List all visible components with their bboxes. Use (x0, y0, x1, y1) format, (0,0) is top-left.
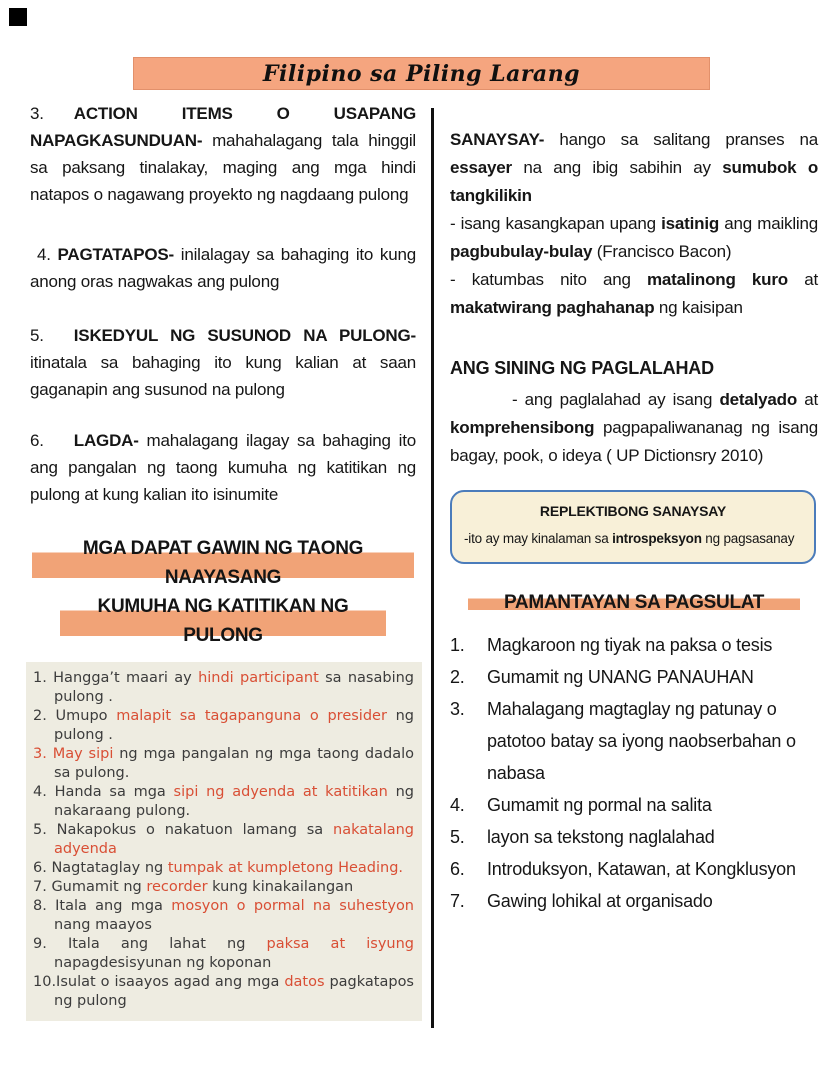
replektibong-sanaysay-box (450, 490, 816, 564)
text-run: itinatala sa bahaging ito kung kalian at saan gaganapin ang susunod na pulong (30, 353, 416, 399)
text-run: 7. Gumamit ng (33, 879, 147, 895)
text-run: 6. Nagtataglay ng (33, 860, 168, 876)
list-item (33, 878, 414, 897)
text-run: 2. Umupo (33, 708, 117, 724)
text-run: 4. Handa sa mga (33, 784, 174, 800)
text-run: ACTION ITEMS O USAPANG NAPAGKASUNDUAN- (30, 104, 416, 150)
text-run: (Francisco Bacon) (592, 242, 732, 261)
text-run: sa nasabing pulong . (54, 670, 414, 705)
text-run: 9. Itala ang lahat ng (33, 936, 267, 952)
list-item-text: Gawing lohikal at organisado (487, 891, 713, 911)
list-item-text: Gumamit ng UNANG PANAUHAN (487, 667, 754, 687)
text-run: 5. (30, 326, 44, 345)
paragraph-lagda (30, 427, 416, 508)
text-run: pagkatapos ng pulong (54, 974, 414, 1009)
text-run: kung kinakailangan (207, 879, 354, 895)
text-run: hindi participant (198, 670, 319, 686)
list-item-number: 3. (450, 699, 465, 719)
list-item (33, 783, 414, 821)
list-item (450, 853, 818, 885)
text-run: pagpapaliwananag ng isang bagay, pook, o ideya ( UP Dictionsry 2010) (450, 418, 818, 465)
list-item (33, 897, 414, 935)
list-item-text: Mahalagang magtaglay ng patunay o patotoo batay sa iyong naobserbahan o nabasa (487, 699, 796, 783)
text-run: na ang ibig sabihin ay (511, 158, 723, 177)
text-run: ng kaisipan (654, 298, 743, 317)
heading-line-2: KUMUHA NG KATITIKAN NG PULONG (60, 592, 386, 650)
text-run: at (787, 270, 818, 289)
text-run: sipi ng adyenda at katitikan (173, 784, 388, 800)
text-run: matalinong kuro (646, 270, 788, 289)
text-run: makatwirang paghahanap (450, 298, 655, 317)
text-run: essayer (450, 158, 512, 177)
text-run: recorder (146, 879, 208, 895)
text-run: SANAYSAY- (450, 130, 545, 149)
text-run: 6. (30, 431, 44, 450)
column-divider (431, 108, 434, 1028)
text-run: datos (284, 974, 325, 990)
list-item (450, 629, 818, 661)
text-run: hango sa salitang pranses na (544, 130, 818, 149)
list-item-number: 6. (450, 859, 465, 879)
left-column (30, 100, 416, 1021)
text-run: ang maikling (719, 214, 818, 233)
sanaysay-definition (450, 126, 818, 322)
list-item (33, 707, 414, 745)
text-run: 10.Isulat o isaayos agad ang mga (33, 974, 285, 990)
list-item-number: 7. (450, 891, 465, 911)
text-run: tumpak at kumpletong Heading. (167, 860, 404, 876)
list-item-text: Magkaroon ng tiyak na paksa o tesis (487, 635, 773, 655)
paragraph-sanaysay (450, 126, 818, 210)
paragraph-pagtatapos (30, 241, 416, 295)
text-run: detalyado (719, 390, 798, 409)
text-run: 4. (37, 245, 58, 264)
text-run: -ito ay may kinalaman sa (464, 531, 613, 546)
list-item (33, 859, 414, 878)
text-run: paksa at isyung (266, 936, 414, 952)
box-title: REPLEKTIBONG SANAYSAY (539, 503, 727, 519)
box-body (464, 531, 802, 546)
list-item (450, 789, 818, 821)
text-run: komprehensibong (450, 418, 595, 437)
text-run: ng pagsasanay (701, 531, 795, 546)
text-run: 5. Nakapokus o nakatuon lamang sa (33, 822, 334, 838)
text-run: ng mga pangalan ng mga taong dadalo sa pulong. (54, 746, 414, 781)
paragraph-isatinig (450, 210, 818, 266)
list-item (33, 745, 414, 783)
text-run: pagbubulay-bulay (450, 242, 593, 261)
text-run: ISKEDYUL NG SUSUNOD NA PULONG- (73, 326, 416, 345)
section-heading-pamantayan: PAMANTAYAN SA PAGSULAT (468, 590, 800, 616)
list-item-number: 2. (450, 667, 465, 687)
text-run: - isang kasangkapan upang (450, 214, 662, 233)
section-heading-paglalahad: ANG SINING NG PAGLALAHAD (450, 358, 714, 378)
guidelines-list (26, 662, 422, 1021)
list-item-number: 1. (450, 635, 465, 655)
list-item (33, 821, 414, 859)
list-item (450, 693, 818, 789)
page-title: Filipino sa Piling Larang (262, 60, 581, 87)
text-run: nang maayos (54, 917, 152, 933)
text-run: PAGTATAPOS- (57, 245, 175, 264)
text-run: mosyon o pormal na suhestyon (171, 898, 415, 914)
text-run: 1. Hangga’t maari ay (33, 670, 199, 686)
text-run: nakatalang adyenda (54, 822, 414, 857)
text-run: 3. May sipi (33, 746, 114, 762)
list-item (33, 935, 414, 973)
paragraph-iskedyul (30, 322, 416, 403)
paragraph-action-items (30, 100, 416, 208)
text-run: mahahalagang tala hinggil sa paksang tinalakay, maging ang mga hindi natapos o nagawang proyekto ng nagdaang pulong (30, 131, 416, 204)
text-run: napagdesisyunan ng koponan (54, 955, 272, 971)
title-banner (133, 57, 710, 90)
text-run: 3. (30, 104, 44, 123)
text-run: sumubok o tangkilikin (450, 158, 819, 205)
text-run: ng pulong . (54, 708, 414, 743)
list-item (450, 661, 818, 693)
right-column (450, 126, 818, 917)
text-run: inilalagay sa bahaging ito kung anong oras nagwakas ang pulong (30, 245, 416, 291)
list-item (33, 669, 414, 707)
list-item-number: 4. (450, 795, 465, 815)
text-run: ng nakaraang pulong. (54, 784, 414, 819)
corner-mark (9, 8, 27, 26)
list-item-text: Gumamit ng pormal na salita (487, 795, 712, 815)
text-run: isatinig (661, 214, 720, 233)
text-run: LAGDA- (73, 431, 139, 450)
pamantayan-list (450, 629, 818, 917)
paragraph-katumbas (450, 266, 818, 322)
section-heading-katitikan (30, 534, 416, 650)
text-run: - katumbas nito ang (450, 270, 647, 289)
text-run: introspeksyon (612, 531, 702, 546)
heading-line-1: MGA DAPAT GAWIN NG TAONG NAAYASANG (32, 534, 414, 592)
text-run: 8. Itala ang mga (33, 898, 172, 914)
list-item-number: 5. (450, 827, 465, 847)
text-run: mahalagang ilagay sa bahaging ito ang pangalan ng taong kumuha ng katitikan ng pulong at kung kalian ito isinumite (30, 431, 416, 504)
text-run: at (797, 390, 818, 409)
list-item (450, 821, 818, 853)
list-item (450, 885, 818, 917)
list-item-text: Introduksyon, Katawan, at Kongklusyon (487, 859, 796, 879)
text-run: malapit sa tagapanguna o presider (116, 708, 387, 724)
paragraph-paglalahad (450, 386, 818, 470)
text-run: - ang paglalahad ay isang (512, 390, 720, 409)
list-item-text: layon sa tekstong naglalahad (487, 827, 715, 847)
list-item (33, 973, 414, 1011)
